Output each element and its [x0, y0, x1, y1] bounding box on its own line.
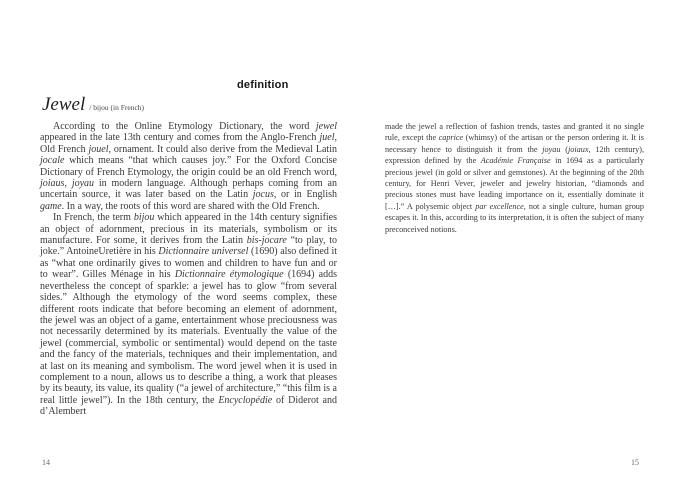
italic-term: juel — [319, 132, 335, 144]
italic-term: bis-jocare — [246, 235, 287, 247]
text-run: , Old French — [40, 132, 337, 155]
page-number-left: 14 — [42, 458, 50, 467]
text-run: (whimsy) of the artisan or the person ordering it. It is necessary hence to distinguish it from the — [385, 133, 644, 154]
italic-term: joiaux — [568, 144, 589, 154]
text-run: which means “that which causes joy.” For the Oxford Concise Dictionary of French Etymology, the origin could be an old French word, — [40, 155, 337, 178]
text-run: In French, the term — [53, 212, 134, 224]
text-run: , not a single culture, human group escapes it. In this, according to its interpretation, it is often the subject of many preconceived notions. — [385, 201, 644, 234]
text-run: “to play, to joke.” AntoineUretière in his — [40, 235, 338, 258]
italic-term: Académie Française — [480, 156, 551, 166]
text-run: of Diderot and d’Alembert — [40, 394, 337, 418]
text-run: , 12th century), expression defined by the — [385, 144, 644, 166]
paragraph — [385, 121, 644, 235]
section-header: definition — [237, 79, 289, 91]
italic-term: joyau — [71, 178, 95, 190]
italic-term: game — [40, 200, 62, 212]
page-number-right: 15 — [631, 458, 639, 467]
italic-term: joyau — [542, 144, 561, 154]
text-run: ( — [560, 144, 568, 154]
italic-term: Dictionnaire universel — [158, 246, 249, 258]
entry-title: Jewel — [42, 94, 86, 115]
entry-title-row — [42, 95, 144, 114]
text-run: , — [64, 178, 72, 190]
text-run: , ornament. It could also derive from the Medieval Latin — [108, 143, 337, 155]
text-run: According to the Online Etymology Dictionary, the word — [53, 121, 316, 132]
italic-term: Dictionnaire étymologique — [174, 269, 284, 281]
entry-title-annotation: / bijou (in French) — [89, 103, 145, 112]
italic-term: par excellence — [475, 201, 524, 211]
italic-term: jocale — [40, 155, 65, 167]
text-run: (1694) adds nevertheless the concept of sparkle: a jewel has to glow “from several sides.” Although the etymology of the word seems complex, these different roots indicate that before becoming an element of adornment, the jewel was an object of a game, entertainment whose preciousness was not necessarily determined by its materials. Eventually the value of the jewel (commercial, symbolic or sentimental) would depend on the taste and the fancy of the materials, techniques and their implementation, and at last on its meaning and symbolism. The word jewel when it is used in complement to a noun, allows us to describe a thing, a work that pleases by its beauty, its value, its quality (“a jewel of architecture,” “this film is a real little jewel”). In the 18th century, the — [40, 269, 337, 406]
text-run: appeared in the late 13th century and comes from the Anglo-French — [40, 132, 320, 144]
italic-term: joiaus — [40, 178, 65, 190]
italic-term: jocus — [252, 189, 274, 201]
left-text-column — [40, 121, 337, 418]
italic-term: bijou — [133, 212, 155, 224]
paragraph — [40, 212, 337, 417]
right-text-column — [385, 121, 644, 235]
text-run: , or in English — [273, 189, 337, 201]
italic-term: jouel — [88, 143, 109, 155]
text-run: in modern language. Although perhaps coming from an uncertain source, it was later based on the Latin — [40, 178, 337, 201]
text-run: (1690) also defined it as “what one ordinarily gives to women and children to have fun and or to wear”. Gilles Ménage in his — [40, 246, 338, 281]
text-run: . In a way, the roots of this word are shared with the Old French. — [61, 200, 320, 212]
text-run: which appeared in the 14th century signifies an object of adornment, precious in its materials, symbolism or its manufacture. For some, it derives from the Latin — [40, 212, 338, 247]
text-run: made the jewel a reflection of fashion trends, tastes and granted it no single rule, except the — [385, 122, 644, 143]
italic-term: Encyclopédie — [218, 394, 273, 406]
paragraph — [40, 121, 337, 212]
italic-term: caprice — [438, 133, 464, 143]
italic-term: jewel — [315, 121, 337, 132]
text-run: in 1694 as a particularly precious jewel (in gold or silver and gemstones). At the beginning of the 20th century, for Henri Vever, jeweler and jewelry historian, “diamonds and precious stones must have leading importance on it, essentially dominate it […].” A polysemic object — [385, 156, 644, 211]
